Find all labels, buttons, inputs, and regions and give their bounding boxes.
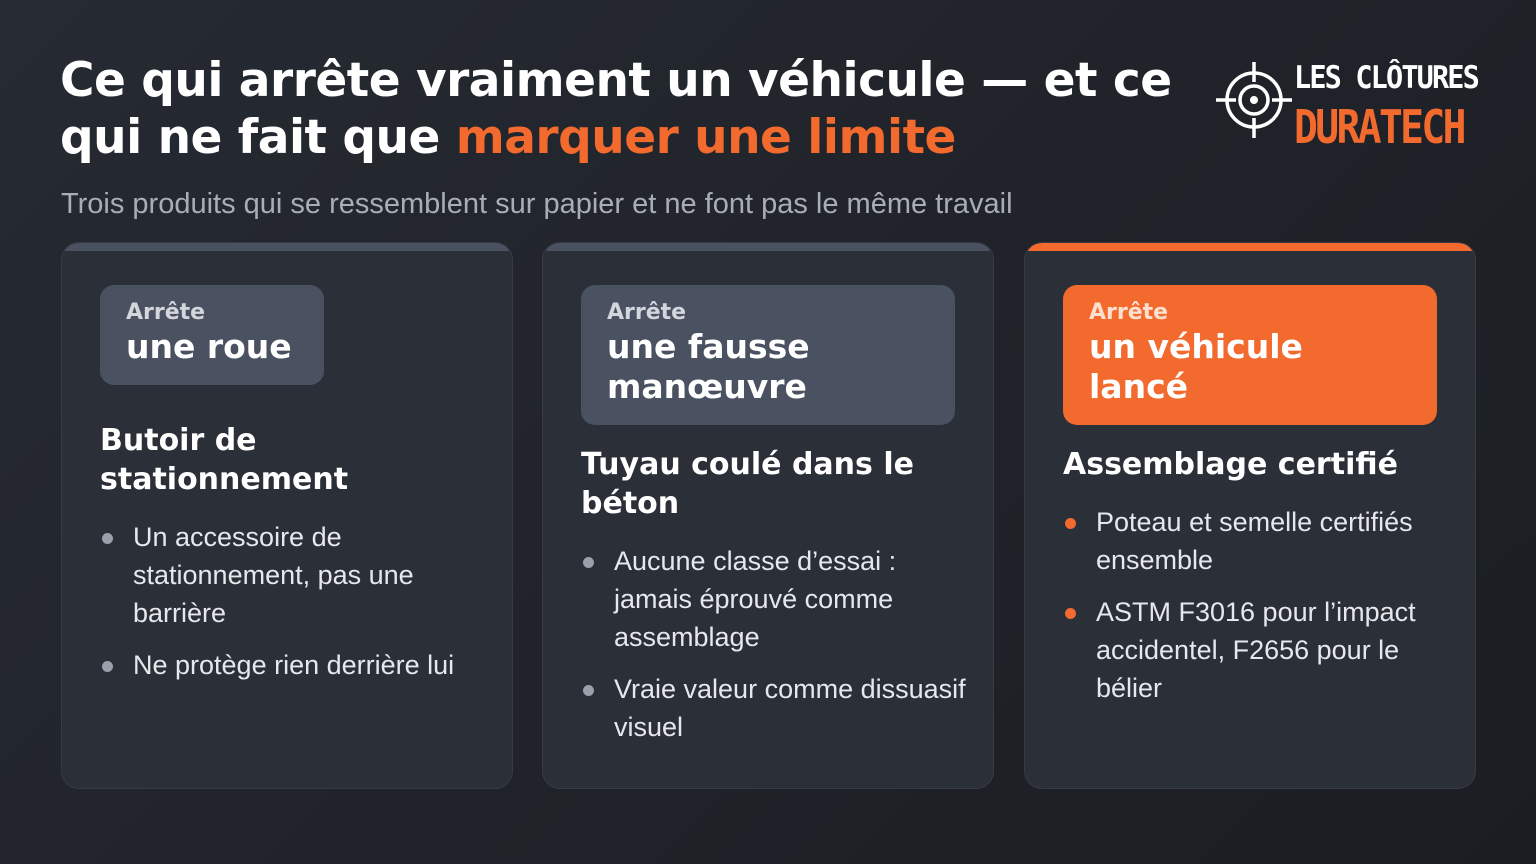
logo-line-1: LES CLÔTURES bbox=[1294, 60, 1478, 96]
list-item bbox=[581, 542, 971, 656]
list-item bbox=[581, 670, 971, 746]
stops-tag bbox=[581, 285, 955, 425]
tag-value: une roue bbox=[126, 327, 292, 366]
list-item bbox=[1063, 503, 1453, 579]
card-heading: Assemblage certifié bbox=[1063, 447, 1398, 482]
bullet-list bbox=[581, 542, 971, 760]
card-parking-stop bbox=[61, 242, 513, 789]
bullet-text: Poteau et semelle certifiés ensemble bbox=[1096, 507, 1413, 575]
bullet-text: Aucune classe d’essai : jamais éprouvé comme assemblage bbox=[614, 546, 897, 652]
tag-label: Arrête bbox=[1089, 300, 1169, 325]
crosshair-icon bbox=[1216, 60, 1292, 140]
card-concrete-pipe bbox=[542, 242, 994, 789]
card-top-bar bbox=[543, 243, 993, 251]
bullet-dot bbox=[102, 661, 113, 672]
title-accent: marquer une limite bbox=[455, 110, 956, 165]
bullet-text: Un accessoire de stationnement, pas une barrière bbox=[133, 522, 414, 628]
card-top-bar bbox=[1025, 243, 1475, 251]
bullet-list bbox=[1063, 503, 1453, 721]
bullet-list bbox=[100, 518, 490, 698]
list-item bbox=[1063, 593, 1453, 707]
card-certified-assembly bbox=[1024, 242, 1476, 789]
tag-label: Arrête bbox=[126, 300, 206, 325]
tag-value: un véhicule lancé bbox=[1089, 327, 1303, 406]
list-item bbox=[100, 518, 490, 632]
tag-label: Arrête bbox=[607, 300, 687, 325]
tag-value: une fausse manœuvre bbox=[607, 327, 810, 406]
stops-tag bbox=[100, 285, 324, 385]
bullet-dot bbox=[102, 533, 113, 544]
bullet-dot bbox=[1065, 518, 1076, 529]
bullet-text: Vraie valeur comme dissuasif visuel bbox=[614, 674, 966, 742]
card-heading: Tuyau coulé dans le béton bbox=[581, 447, 914, 521]
bullet-text: Ne protège rien derrière lui bbox=[133, 650, 455, 680]
stops-tag bbox=[1063, 285, 1437, 425]
logo-line-2: DURATECH bbox=[1294, 100, 1464, 154]
card-heading: Butoir de stationnement bbox=[100, 423, 349, 497]
page-title bbox=[60, 52, 1220, 166]
bullet-text: ASTM F3016 pour l’impact accidentel, F2656 pour le bélier bbox=[1096, 597, 1416, 703]
company-logo bbox=[1216, 58, 1476, 154]
card-top-bar bbox=[62, 243, 512, 251]
page-subtitle: Trois produits qui se ressemblent sur papier et ne font pas le même travail bbox=[61, 188, 1013, 220]
list-item bbox=[100, 646, 490, 684]
bullet-dot bbox=[1065, 608, 1076, 619]
bullet-dot bbox=[583, 685, 594, 696]
title-main: Ce qui arrête vraiment un véhicule — et ce qui ne fait que bbox=[60, 53, 1172, 165]
bullet-dot bbox=[583, 557, 594, 568]
